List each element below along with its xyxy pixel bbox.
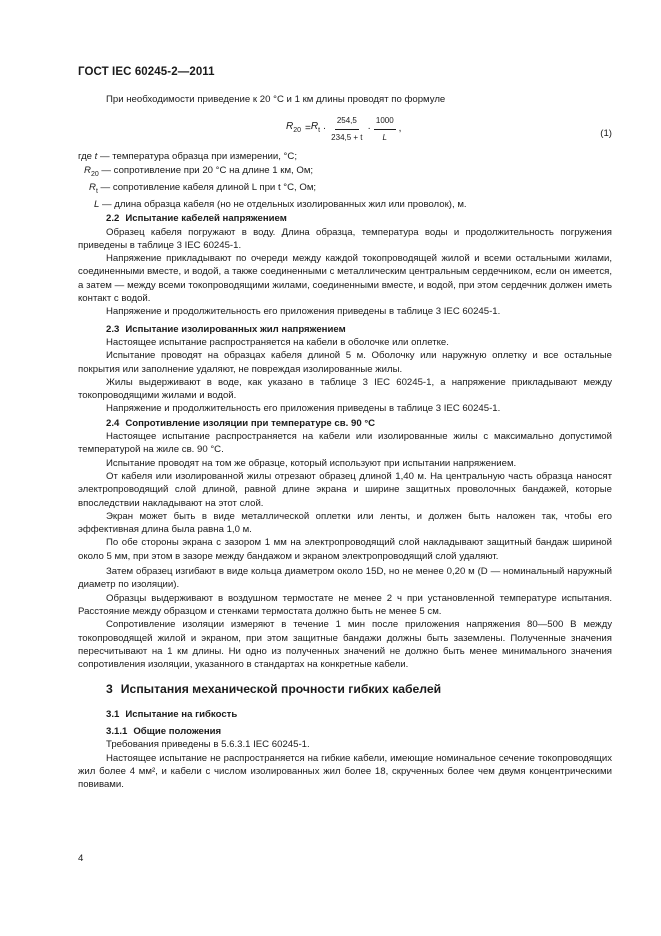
paragraph: Напряжение и продолжительность его приложения приведены в таблице 3 IEC 60245-1. [106,306,501,318]
paragraph: Экран может быть в виде металлической оплетки или ленты, и должен быть наложен так, чтобы его эффективная длина была равна 1,0 м. [78,510,612,536]
paragraph: От кабеля или изолированной жилы отрезают образец длиной 1,40 м. На центральную часть образца наносят электропроводящий слой длиной, равной длине экрана и ширине защитных проволочных бандажей, которые впоследствии накладывают на этот слой. [78,470,612,509]
paragraph: Настоящее испытание не распространяется на гибкие кабели, имеющие номинальное сечение токопроводящих жил более 4 мм², и кабели с числом изолированных жил более 18, скрученных более чем двумя концентрическими повивами. [78,752,612,791]
where-line: $R_{20}$ — сопротивление при 20 °С на длине 1 км, Ом; [84,164,314,178]
section-heading-2-3: 2.3 Испытание изолированных жил напряжением [106,323,346,335]
paragraph: Затем образец изгибают в виде кольца диаметром около 15D, но не менее 0,20 м (D — номинальный наружный диаметр по изоляции). [78,566,612,591]
paragraph: Испытание проводят на образцах кабеля длиной 5 м. Оболочку или наружную оплетку и все остальные покрытия или заполнение удаляют, не повреждая изолированные жилы. [78,350,612,375]
formula-fraction-2: $\frac{1000}{L}$ [375,116,394,142]
document-body [78,93,612,791]
section-heading-2-2: 2.2 Испытание кабелей напряжением [106,213,287,225]
paragraph: По обе стороны экрана с зазором 1 мм на электропроводящий слой накладывают защитный бандаж шириной около 5 мм, при этом в зазоре между бандажом и экраном электропроводящий слой удаляют. [78,537,612,562]
paragraph: Настоящее испытание распространяется на кабели или изолированные жилы с максимально допустимой температурой на жиле св. 90 °С. [78,431,612,456]
paragraph: Испытание проводят на том же образце, который используют при испытании напряжением. [106,457,517,469]
formula-lhs: $R_{20}$ [286,121,302,135]
section-heading-2-4: 2.4 Сопротивление изоляции при температуре св. 90 °С [106,417,376,429]
document-header: ГОСТ IEC 60245-2—2011 [78,66,215,78]
formula-rt: $R_t$ [310,121,321,135]
intro-paragraph: При необходимости приведение к 20 °С и 1 км длины проводят по формуле [106,94,446,105]
section-heading-3-1: 3.1 Испытание на гибкость [106,708,238,720]
formula-block [78,108,612,150]
page-number: 4 [78,853,84,864]
paragraph: Требования приведены в 5.6.3.1 IEC 60245-1. [106,739,310,751]
formula-fraction-1: $\frac{254,5}{234,5 + t}$ [331,116,363,142]
paragraph: Сопротивление изоляции измеряют в течение 1 мин после приложения напряжения 80—500 В между токопроводящей жилой и экраном, при этом защитные бандажи должны быть заземлены. Полученные значения пересчитывают на 1 км длины. Ни одно из полученных значений не должно быть менее минимального значения сопротивления изоляции, указанного в стандартах на конкретные кабели. [78,619,612,671]
where-line: $R_t$ — сопротивление кабеля длиной L при t °С, Ом; [89,181,317,195]
equation-number: (1) [600,128,612,140]
where-line: где t — температура образца при измерении, °С; [78,151,297,163]
paragraph: Настоящее испытание распространяется на кабели в оболочке или оплетке. [106,336,449,348]
formula: $R_{20}$ = $R_t$ · $\frac{254,5}{234,5 + t}$ · $\frac{1000}{L}$ , [286,114,401,144]
paragraph: Образцы выдерживают в воздушном термостате не менее 2 ч при установленной температуре испытания. Расстояние между образцом и стенками термостата должно быть не менее 5 см. [78,592,612,617]
section-heading-3-1-1: 3.1.1 Общие положения [106,725,222,737]
where-line: L — длина образца кабеля (но не отдельных изолированных жил или проволок), м. [94,199,467,210]
paragraph: Образец кабеля погружают в воду. Длина образца, температура воды и продолжительность погружения приведены в таблице 3 IEC 60245-1. [78,226,612,251]
paragraph: Напряжение и продолжительность его приложения приведены в таблице 3 IEC 60245-1. [106,403,501,415]
paragraph: Напряжение прикладывают по очереди между каждой токопроводящей жилой и всеми остальными жилами, соединенными вместе, и водой, а также соединенными с металлическим центральным сердечником, если он имеется, а затем — между всеми токопроводящими жилами, соединенными вместе, и водой, при этом сердечник должен иметь контакт с водой. [78,253,612,305]
formula-eq: = [305,123,311,135]
section-heading-3: 3 Испытания механической прочности гибких кабелей [106,682,442,697]
paragraph: Жилы выдерживают в воде, как указано в таблице 3 IEC 60245-1, а напряжение прикладывают между токопроводящими жилами и водой. [78,376,612,402]
